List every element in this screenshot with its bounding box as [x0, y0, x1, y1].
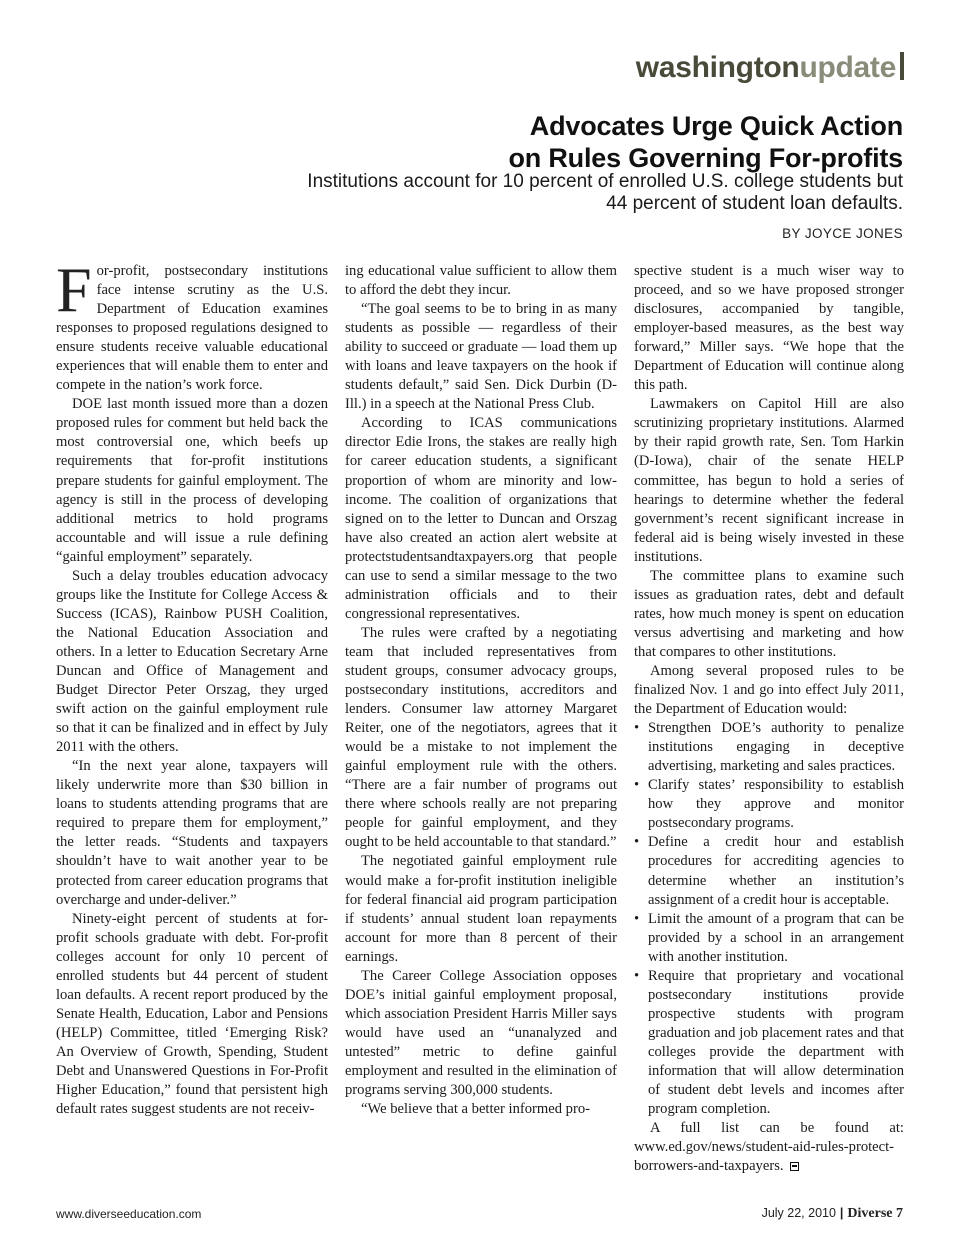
paragraph: “We believe that a better informed pro-: [361, 1101, 590, 1118]
list-item: • Strengthen DOE’s authority to penalize institutions engaging in deceptive advertising, marketing and sales practices.: [648, 719, 904, 776]
rule-list: [634, 719, 904, 1119]
footer-folio: [762, 1206, 903, 1222]
paragraph: “In the next year alone, taxpayers will likely underwrite more than $30 billion in loans to students attending programs that are required to prepare them for employment,” the letter reads. “Students and taxpayers shouldn’t have to wait another year to be protected from career education programs that overcharge and under-deliver.”: [56, 758, 328, 908]
byline: BY JOYCE JONES: [782, 226, 903, 241]
paragraph: [56, 254, 328, 395]
paragraph: The negotiated gainful employment rule would make a for-profit institution ineligible for federal financial aid program participation if students’ annual student loan repayments account for more than 8 percent of their earnings.: [345, 853, 617, 965]
footer-publication: Diverse: [847, 1206, 893, 1221]
paragraph-text: or-profit, postsecondary institutions face intense scrutiny as the U.S. Department of Education examines responses to proposed regulations designed to ensure students receive valuable educational experiences that will enable them to enter and compete in the nation’s work force.: [56, 263, 328, 394]
list-item: • Require that proprietary and vocational postsecondary institutions provide prospective students with program graduation and job placement rates and that colleges provide the department with information that will allow determination of student debt levels and incomes after program completion.: [648, 967, 904, 1119]
footer-date: July 22, 2010: [761, 1206, 836, 1220]
footer-divider: |: [839, 1206, 844, 1220]
headline-line-2: on Rules Governing For-profits: [508, 143, 903, 173]
paragraph: “The goal seems to be to bring in as many students as possible — regardless of their ability to succeed or graduate — load them up with loans and leave taxpayers on the hook if students default,” said Sen. Dick Durbin (D-Ill.) in a speech at the National Press Club.: [345, 301, 617, 413]
paragraph: Lawmakers on Capitol Hill are also scrutinizing proprietary institutions. Alarmed by their rapid growth rate, Sen. Tom Harkin (D-Iowa), chair of the senate HELP committee, has begun to hold a series of hearings to determine whether the federal government’s recent significant increase in federal aid is being wisely invested in these institutions.: [634, 396, 904, 565]
paragraph: ing educational value sufficient to allow them to afford the debt they incur.: [345, 263, 617, 299]
paragraph: Such a delay troubles education advocacy groups like the Institute for College Access & Success (ICAS), Rainbow PUSH Coalition, the National Education Association and others. In a letter to Education Secretary Arne Duncan and Office of Management and Budget Director Peter Orszag, they urged swift action on the gainful employment rule so that it can be finalized and in effect by July 2011 with the others.: [56, 567, 328, 756]
footer-page-number: 7: [896, 1206, 903, 1221]
paragraph: spective student is a much wiser way to proceed, and so we have proposed stronger disclosures, accompanied by tangible, employer-based measures, as the best way forward,” Miller says. “We hope that the Department of Education will continue along this path.: [634, 263, 904, 394]
section-header: [636, 52, 904, 83]
footer-website: www.diverseeducation.com: [56, 1207, 202, 1221]
headline: [508, 110, 903, 174]
headline-line-1: Advocates Urge Quick Action: [529, 111, 903, 141]
drop-cap: F: [56, 254, 92, 325]
paragraph: Among several proposed rules to be finalized Nov. 1 and go into effect July 2011, the Department of Education would:: [634, 662, 904, 718]
article-column-2: [345, 262, 617, 1119]
article-column-3: [634, 262, 904, 1176]
paragraph: The rules were crafted by a negotiating team that included representatives from student groups, consumer advocacy groups, postsecondary institutions, accreditors and lenders. Consumer law attorney Margaret Reiter, one of the negotiators, agrees that it would be a mistake to not implement the gainful employment rule with the others. “There are a fair number of programs out there where schools really are not preparing people for gainful employment, and they ought to be held accountable to that standard.”: [345, 624, 617, 851]
section-header-bar: [900, 52, 904, 80]
section-header-light: update: [799, 51, 896, 84]
deck: Institutions account for 10 percent of enrolled U.S. college students but 44 percent of student loan defaults.: [307, 171, 903, 214]
paragraph: [634, 1119, 904, 1176]
paragraph: According to ICAS communications director Edie Irons, the stakes are really high for career education students, a significant proportion of whom are minority and low-income. The coalition of organizations that signed on to the letter to Duncan and Orszag have also created an action alert website at protectstudentsandtaxpayers.org that people can use to send a similar message to the two administration officials and to their congressional representatives.: [345, 415, 617, 622]
paragraph: The committee plans to examine such issues as graduation rates, debt and default rates, how much money is spent on education versus advertising and marketing and how that compares to other institutions.: [634, 567, 904, 660]
paragraph: DOE last month issued more than a dozen proposed rules for comment but held back the most controversial one, which beefs up requirements that for-profit institutions prepare students for gainful employment. The agency is still in the process of developing additional metrics to hold programs accountable and will issue a rule defining “gainful employment” separately.: [56, 396, 328, 565]
section-header-bold: washington: [635, 51, 800, 84]
article-column-1: [56, 254, 328, 1119]
paragraph: Ninety-eight percent of students at for-profit schools graduate with debt. For-profit colleges account for only 10 percent of enrolled students but 44 percent of student loan defaults. A recent report produced by the Senate Health, Education, Labor and Pensions (HELP) Committee, titled ‘Emerging Risk? An Overview of Growth, Spending, Student Debt and Unanswered Questions in For-Profit Higher Education,” found that persistent high default rates suggest students are not receiv-: [56, 910, 328, 1118]
paragraph: The Career College Association opposes DOE’s initial gainful employment proposal, which association President Harris Miller says would have used an “unanalyzed and untested” metric to define gainful employment and resulted in the elimination of programs serving 300,000 students.: [345, 967, 617, 1099]
list-item: • Clarify states’ responsibility to establish how they approve and monitor postsecondary programs.: [648, 776, 904, 833]
end-mark-icon: [790, 1162, 799, 1171]
list-item: • Limit the amount of a program that can be provided by a school in an arrangement with another institution.: [648, 910, 904, 967]
list-item: • Define a credit hour and establish procedures for accrediting agencies to determine whether an institution’s assignment of a credit hour is acceptable.: [648, 833, 904, 909]
paragraph-text: A full list can be found at: www.ed.gov/news/student-aid-rules-protect-borrowers-and-taxpayers.: [634, 1120, 904, 1175]
